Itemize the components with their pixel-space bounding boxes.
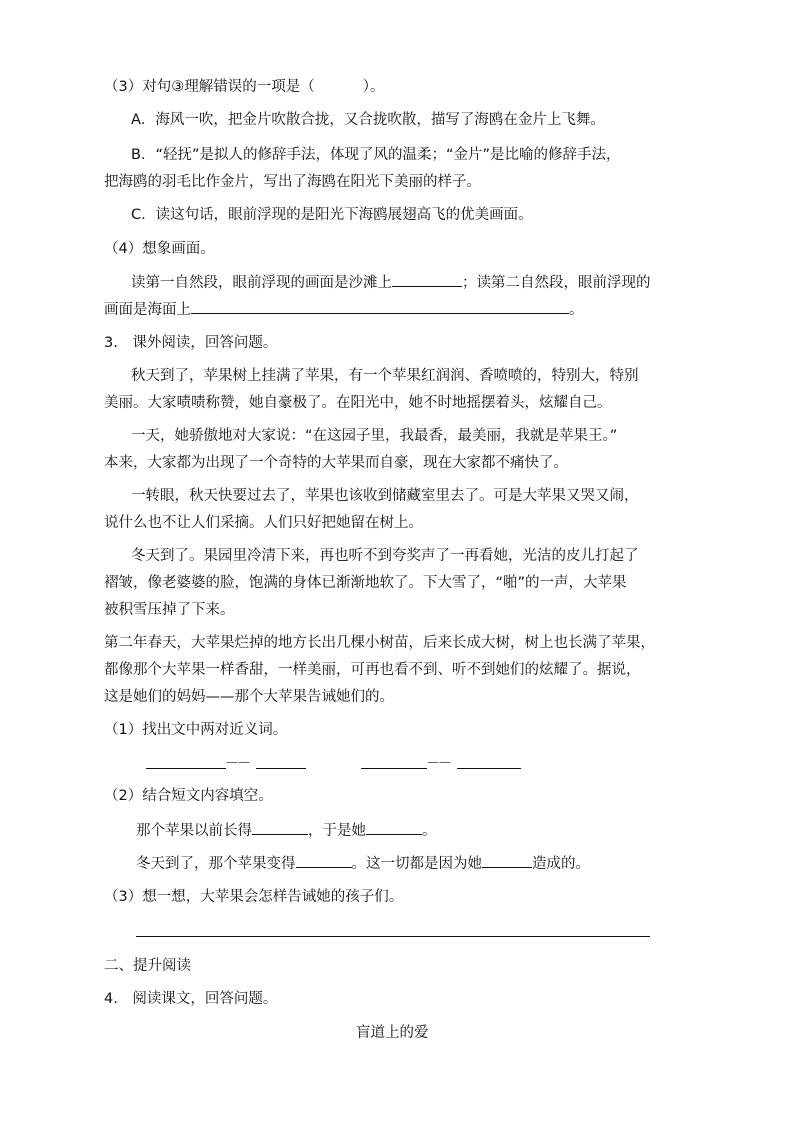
sub-q2-line1 — [136, 820, 437, 841]
q3-prompt-end: ）。 — [362, 79, 385, 95]
paragraph-3-line1: 一转眼，秋天快要过去了，苹果也该收到储藏室里去了。可是大苹果又哭又闹， — [131, 488, 639, 504]
q4-title: （4）想象画面。 — [104, 241, 215, 257]
item4: 4. 阅读课文，回答问题。 — [104, 991, 278, 1007]
paragraph-5-line3: 这是她们的妈妈——那个大苹果告诫她们的。 — [104, 689, 394, 705]
q4-line1 — [131, 272, 651, 293]
paragraph-5-line2: 都像那个大苹果一样香甜，一样美丽，可再也看不到、听不到她们的炫耀了。据说， — [104, 662, 641, 678]
paragraph-1-line1: 秋天到了，苹果树上挂满了苹果，有一个苹果红润润、香喷喷的，特别大，特别 — [131, 368, 639, 384]
answer-blank[interactable] — [315, 77, 363, 91]
sub-q2-line2-end: 造成的。 — [532, 856, 590, 872]
synonym-blank-2b[interactable] — [457, 768, 521, 769]
synonym-blank-1a[interactable] — [146, 768, 226, 769]
sub-q2-line2-text: 冬天到了，那个苹果变得 — [136, 856, 296, 872]
synonym-blank-2a[interactable] — [361, 768, 427, 769]
sub-q1: （1）找出文中两对近义词。 — [104, 722, 288, 738]
sub-q2-line2 — [136, 853, 590, 874]
sub-q3: （3）想一想，大苹果会怎样告诫她的孩子们。 — [104, 889, 404, 905]
synonym-dash-1: —— — [226, 755, 250, 769]
synonym-blank-1b[interactable] — [256, 768, 306, 769]
paragraph-5-line1: 第二年春天，大苹果烂掉的地方长出几棵小树苗，后来长成大树，树上也长满了苹果， — [104, 635, 655, 651]
answer-blank[interactable] — [252, 820, 308, 835]
q3-option-a: A．海风一吹，把金片吹散合拢，又合拢吹散，描写了海鸥在金片上飞舞。 — [131, 112, 605, 128]
q4-line2-text: 画面是海面上 — [104, 302, 191, 318]
paragraph-1-line2: 美丽。大家啧啧称赞，她自豪极了。在阳光中，她不时地摇摆着头，炫耀自己。 — [104, 395, 612, 411]
q3-option-c: C．读这句话，眼前浮现的是阳光下海鸥展翅高飞的优美画面。 — [131, 207, 533, 223]
paragraph-2-line1: 一天，她骄傲地对大家说：“在这园子里，我最香，最美丽，我就是苹果王。” — [131, 428, 618, 444]
answer-blank[interactable] — [482, 853, 532, 868]
q4-line2 — [104, 299, 584, 320]
synonym-dash-2: —— — [427, 755, 451, 769]
answer-blank[interactable] — [366, 820, 422, 835]
section3-title: 3. 课外阅读，回答问题。 — [104, 335, 278, 351]
sub-q3-answer-line[interactable] — [136, 936, 650, 937]
q4-line1-text: 读第一自然段，眼前浮现的画面是沙滩上 — [131, 275, 392, 291]
paragraph-4-line1: 冬天到了。果园里冷清下来，再也听不到夸奖声了一再看她，光洁的皮儿打起了 — [131, 548, 639, 564]
q3-option-b-line1: B．“轻抚”是拟人的修辞手法，体现了风的温柔；“金片”是比喻的修辞手法， — [131, 147, 621, 163]
q3-option-b-line2: 把海鸥的羽毛比作金片，写出了海鸥在阳光下美丽的样子。 — [104, 174, 481, 190]
story-title: 盲道上的爱 — [356, 1025, 429, 1041]
answer-blank[interactable] — [392, 272, 462, 287]
sub-q2: （2）结合短文内容填空。 — [104, 788, 273, 804]
paragraph-2-line2: 本来，大家都为出现了一个奇特的大苹果而自豪，现在大家都不痛快了。 — [104, 455, 568, 471]
sub-q2-line1-text-b: ，于是她 — [308, 823, 366, 839]
part2-heading: 二、提升阅读 — [104, 958, 191, 974]
answer-blank[interactable] — [191, 299, 569, 314]
paragraph-4-line2: 褶皱，像老婆婆的脸，饱满的身体已渐渐地软了。下大雪了，“啪”的一声，大苹果 — [104, 575, 627, 591]
answer-blank[interactable] — [296, 853, 352, 868]
sub-q2-line1-end: 。 — [422, 823, 437, 839]
sub-q2-line2-text-b: 。这一切都是因为她 — [351, 856, 482, 872]
paragraph-4-line3: 被积雪压掉了下来。 — [104, 602, 235, 618]
q4-line2-end: 。 — [569, 302, 584, 318]
q3-prompt-text: （3）对句③理解错误的一项是（ — [104, 79, 315, 95]
q4-line1-text-b: ；读第二自然段，眼前浮现的 — [462, 275, 651, 291]
q3-prompt — [104, 77, 384, 97]
paragraph-3-line2: 说什么也不让人们采摘。人们只好把她留在树上。 — [104, 515, 423, 531]
sub-q2-line1-text: 那个苹果以前长得 — [136, 823, 252, 839]
